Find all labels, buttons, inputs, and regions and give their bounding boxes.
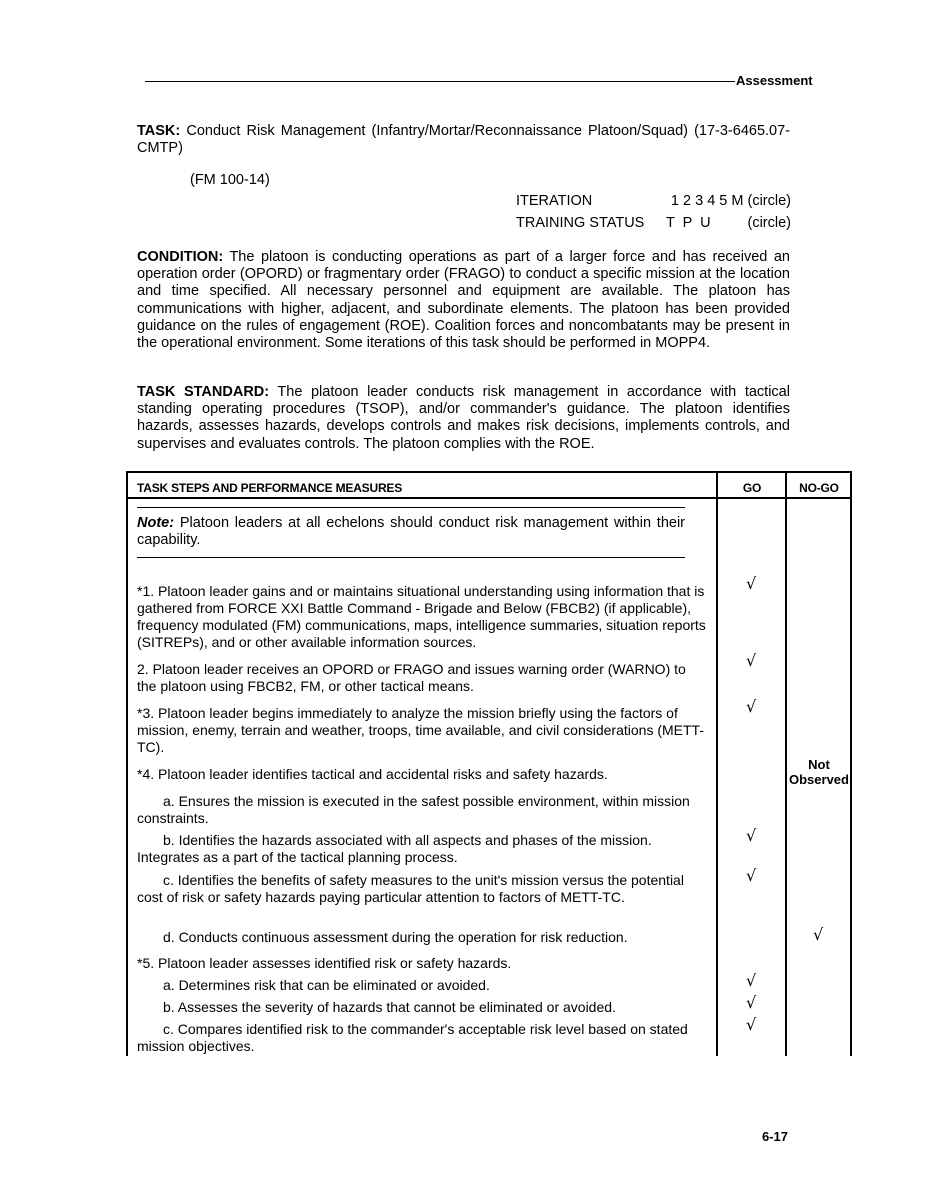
iteration-block	[516, 191, 791, 235]
step-4b: b. Identifies the hazards associated with all aspects and phases of the mission. Integrates as a part of the tactical planning process.	[137, 832, 652, 865]
step-4a: a. Ensures the mission is executed in the safest possible environment, within mission constraints.	[137, 793, 690, 826]
table-go-divider	[716, 471, 718, 1056]
step-3: *3. Platoon leader begins immediately to analyze the mission briefly using the factors of mission, enemy, terrain and weather, troops, time available, and civil considerations (METT-TC).	[137, 705, 704, 755]
note-bottom-rule	[137, 557, 685, 558]
note-label: Note:	[137, 515, 175, 531]
header-steps: TASK STEPS AND PERFORMANCE MEASURES	[137, 481, 403, 495]
iteration-row	[516, 191, 791, 213]
header-rule	[145, 81, 735, 82]
step-4c: c. Identifies the benefits of safety measures to the unit's mission versus the potential cost of risk or safety hazards paying particular attention to factors of METT-TC.	[137, 872, 684, 905]
step-5b: b. Assesses the severity of hazards that cannot be eliminated or avoided.	[163, 999, 616, 1015]
not-observed-label: Not Observed	[789, 757, 849, 787]
step-5c: c. Compares identified risk to the commander's acceptable risk level based on stated mission objectives.	[137, 1021, 688, 1054]
condition-block	[137, 249, 790, 352]
step-1: *1. Platoon leader gains and or maintains situational understanding using information that is gathered from FORCE XXI Battle Command - Brigade and Below (FBCB2) (if applicable), frequency modulated (FM) communications, maps, intelligence summaries, situation reports (SITREPs), and or other available information sources.	[137, 583, 706, 650]
note-text: Platoon leaders at all echelons should conduct risk management within their capability.	[137, 515, 685, 549]
step-5a: a. Determines risk that can be eliminated or avoided.	[163, 977, 490, 993]
section-title: Assessment	[736, 73, 813, 88]
table-top-border	[126, 471, 852, 473]
training-status-label: TRAINING STATUS	[516, 215, 645, 232]
iteration-values: 1 2 3 4 5 M (circle)	[670, 193, 791, 210]
page-number: 6-17	[762, 1129, 789, 1144]
header-nogo: NO-GO	[799, 481, 839, 495]
task-text: Conduct Risk Management (Infantry/Mortar/Reconnaissance Platoon/Squad) (17-3-6465.07-CMTP)	[137, 123, 790, 157]
go-check-mark: √	[746, 971, 757, 990]
task-standard-label: TASK STANDARD:	[137, 384, 270, 400]
step-2: 2. Platoon leader receives an OPORD or FRAGO and issues warning order (WARNO) to the platoon using FBCB2, FM, or other tactical means.	[137, 661, 686, 694]
go-check-mark: √	[746, 866, 757, 885]
task-block	[137, 123, 790, 157]
step-4d: d. Conducts continuous assessment during the operation for risk reduction.	[163, 929, 628, 945]
task-standard-block	[137, 384, 790, 453]
iteration-label: ITERATION	[516, 193, 593, 210]
nogo-check-mark: √	[813, 925, 824, 944]
training-status-values: T P U	[666, 215, 711, 232]
go-check-mark: √	[746, 826, 757, 845]
note-top-rule	[137, 507, 685, 508]
table-left-border	[126, 471, 128, 1056]
task-standard-text: The platoon leader conducts risk management in accordance with tactical standing operating procedures (TSOP), and/or commander's guidance. The platoon identifies hazards, assesses hazards, develops controls and makes risk decisions, implements controls, and supervises and evaluates controls. The platoon complies with the ROE.	[137, 384, 790, 452]
step-5: *5. Platoon leader assesses identified risk or safety hazards.	[137, 955, 512, 971]
condition-label: CONDITION:	[137, 249, 224, 265]
step-4: *4. Platoon leader identifies tactical and accidental risks and safety hazards.	[137, 766, 608, 782]
go-check-mark: √	[746, 1015, 757, 1034]
condition-text: The platoon is conducting operations as part of a larger force and has received an operation order (OPORD) or fragmentary order (FRAGO) to conduct a specific mission at the location and time specified. All necessary personnel and equipment are available. The platoon has communications with higher, adjacent, and subordinate elements. The platoon has been provided guidance on the rules of engagement (ROE). Coalition forces and noncombatants may be present in the operational environment. Some iterations of this task should be performed in MOPP4.	[137, 249, 790, 352]
go-check-mark: √	[746, 651, 757, 670]
training-status-row	[516, 213, 791, 235]
go-check-mark: √	[746, 697, 757, 716]
go-check-mark: √	[746, 574, 757, 593]
table-header-border	[126, 497, 852, 499]
task-label: TASK:	[137, 123, 181, 139]
header-go: GO	[742, 481, 762, 495]
task-reference: (FM 100-14)	[190, 172, 270, 188]
training-status-note: (circle)	[747, 215, 791, 232]
note-block	[137, 515, 685, 549]
go-check-mark: √	[746, 993, 757, 1012]
